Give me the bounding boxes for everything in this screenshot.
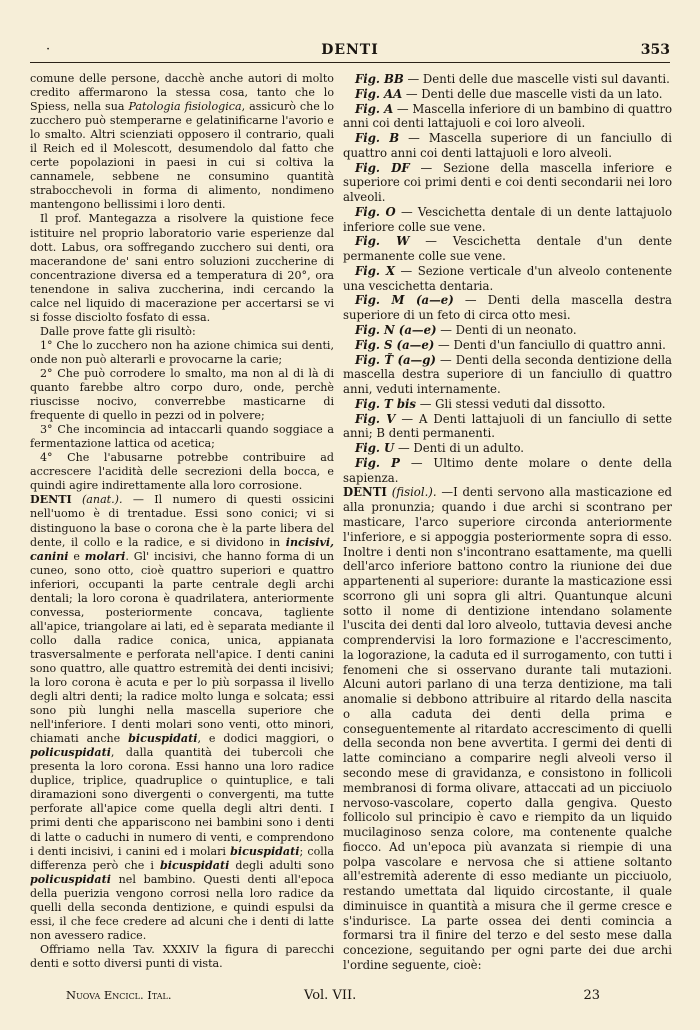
entry-fisiol: [343, 485, 672, 972]
figure-label: Fig. U: [355, 441, 395, 456]
text-run: . Gl' incisivi, che hanno forma di un cuneo, sono otto, cioè quattro superiori e quattro inferiori, occupanti la parte centrale degli archi dentali; la loro corona è quadrilatera, anteriormente convessa, posteriormente concava, tagliente all'apice, triangolare ai lati, ed è separata mediante il collo dalla radice conica, unica, appianata trasversalmente e perforata nell'apice. I denti canini sono quattro, alle quattro estremità dei denti incisivi; la loro corona è acuta e per lo più sorpassa il livello degli altri denti; la radice molto lunga e solcata; essi sono più lunghi nella mascella superiore che nell'inferiore. I denti molari sono venti, otto minori, chiamati anche: [30, 549, 334, 746]
text-run: , assicurò che lo zucchero può stemperarne e gelatinificarne l'avorio e lo smalto. Altri scienziati opposero il contrario, quali il Reich ed il Molescott, desumendolo dal fatto che certe popolazioni in paesi in cui si coltiva la cannamele, sebbene ne consumino quantità strabocchevoli in forma di alimento, nondimeno mantengono bellissimi i loro denti.: [30, 100, 334, 212]
figure-text: — Vescichetta dentale d'un dente permanente colle sue vene.: [343, 234, 672, 264]
figure-caption: [343, 161, 672, 205]
text-run: —I denti servono alla masticazione ed alla pronunzia; quando i due archi si scontrano per masticare, l'arco superiore circonda anteriormente l'inferiore, e si appoggia posteriormente sopra di esso. Inoltre i denti non s'incontrano esattamente, ma quelli dell'arco inferiore battono contro la riunione dei due appartenenti al superiore: durante la masticazione essi scorrono gli uni sopra gli altri. Quantunque alcuni sotto il nome di dentizione intendano solamente l'uscita dei denti dal loro alveolo, tuttavia devesi anche comprendervisi la loro formazione e l'accrescimento, la logorazione, la caduta ed il surrogamento, con tutti i fenomeni che si osservano durante tali mutazioni. Alcuni autori parlano di una terza dentizione, ma tali anomalie si debbono attribuire al ritardo della nascita o alla caduta dei denti della prima e conseguentemente al ritardato accrescimento di quelli della seconda non bene avvertita. I germi dei denti di latte cominciano a comparire negli alveoli verso il secondo mese di gravidanza, e consistono in follicoli membranosi di forma olivare, attaccati ad un picciuolo nervoso-vascolare, coperto dalla gengiva. Questo follicolo sul principio è cavo e riempito da un liquido mucilaginoso senza colore, ma contenente qualche fiocco. Ad un'epoca più avanzata si riempie di una polpa vascolare e nervosa che si attiene soltanto all'estremità aderente di esso mediante un picciuolo, restando umettata dal liquido circostante, il quale diminuisce in quantità a misura che il germe cresce e s'indurisce. La parte ossea dei denti comincia a formarsi tra il finire del terzo e del sesto mese dalla concezione, seguitando per ogni parte dei due archi l'ordine seguente, cioè:: [343, 485, 672, 972]
figure-label: Fig. B: [355, 131, 400, 146]
figure-text: — Ultimo dente molare o dente della sapienza.: [343, 455, 672, 485]
figure-label: Fig. T bis: [355, 396, 417, 411]
list-item: 1° Che lo zucchero non ha azione chimica sui denti, onde non può alterarli e provocarne la carie;: [30, 338, 334, 366]
paragraph: Dalle prove fatte gli risultò:: [40, 324, 196, 338]
figure-text: — Gli stessi veduti dal dissotto.: [416, 396, 606, 411]
figure-label: Fig. T̃ (a—g): [355, 352, 436, 367]
left-column: [30, 72, 334, 971]
figure-caption: [343, 102, 672, 132]
figure-caption: [343, 397, 672, 412]
figure-label: Fig. N (a—e): [355, 323, 437, 338]
right-column: [343, 72, 672, 973]
figure-caption: [343, 456, 672, 486]
figure-label: Fig. AA: [355, 86, 403, 101]
figure-caption: [343, 264, 672, 294]
figure-label: Fig. M (a—e): [355, 293, 454, 308]
figure-caption: [343, 353, 672, 397]
running-title: DENTI: [321, 42, 379, 58]
term: policuspidati: [30, 872, 111, 886]
header-mark: ·: [46, 42, 51, 57]
term: incisivi, canini: [30, 535, 334, 563]
paragraph: [30, 72, 334, 212]
figure-text: — Denti delle due mascelle visti sul davanti.: [403, 72, 670, 86]
entry-anat: [30, 493, 334, 943]
figure-text: — Denti d'un fanciullo di quattro anni.: [434, 337, 666, 352]
figure-text: — Mascella superiore di un fanciullo di quattro anni coi denti lattajuoli e loro alveoli.: [343, 131, 672, 160]
figure-label: Fig. S (a—e): [355, 337, 435, 352]
figure-caption: [343, 338, 672, 353]
paragraph: Offriamo nella Tav. XXXIV la figura di parecchi denti e sotto diversi punti di vista.: [30, 942, 334, 970]
figure-label: Fig. P: [355, 455, 400, 470]
entry-headword: DENTI: [343, 485, 387, 500]
figure-text: — Vescichetta dentale di un dente lattajuolo inferiore colle sue vene.: [343, 204, 673, 234]
figure-label: Fig. A: [355, 101, 394, 116]
italic-title: Patologia fisiologica: [128, 100, 242, 114]
term: molari: [84, 549, 126, 563]
figure-text: — Denti della seconda dentizione della mascella destra superiore di un fanciullo di quattro anni, veduti internamente.: [343, 352, 672, 397]
figure-caption: [343, 323, 672, 338]
paragraph: Il prof. Mantegazza a risolvere la quistione fece istituire nel proprio laboratorio varie esperienze dal dott. Labus, ora soffregando zucchero sui denti, ora macerandone de' sani entro soluzioni zuccherine di concentrazione diversa ed a temperatura di 20°, ora tenendone in saliva zuccherina, indi cercando la calce nel liquido di macerazione per accertarsi se vi si fosse disciolto fosfato di essa.: [30, 212, 334, 324]
figure-label: Fig. DF: [355, 160, 410, 175]
figure-text: — Denti della mascella destra superiore di un feto di circa otto mesi.: [343, 293, 672, 323]
text-run: , dalla quantità dei tubercoli che presenta la loro corona. Essi hanno una loro radice duplice, triplice, quadruplice o quintuplice, e tali diramazioni sono divergenti o convergenti, ma tutte perforate all'apice come quella degli altri denti. I primi denti che appariscono nei bambini sono i denti di latte o caduchi in numero di venti, e comprendono i denti incisivi, i canini ed i molari: [30, 746, 334, 858]
text-run: — Il numero di questi ossicini nell'uomo è di trentadue. Essi sono conici; vi si distinguono la base o corona che è la parte libera del dente, il collo e la radice, e si dividono in: [30, 493, 334, 549]
term: bicuspidati: [230, 844, 300, 858]
page-footer: [30, 988, 670, 1008]
figure-caption: [343, 87, 672, 102]
figure-caption: [343, 234, 672, 264]
figure-label: Fig. O: [355, 204, 396, 219]
figure-label: Fig. W: [355, 234, 410, 249]
text-run: comune delle persone, dacchè anche autori di molto credito affermarono la stessa cosa, tanto che lo Spiess, nella sua: [30, 72, 334, 114]
footer-volume: Vol. VII.: [304, 988, 357, 1003]
figure-text: — A Denti lattajuoli di un fanciullo di sette anni; B denti permanenti.: [343, 411, 673, 441]
entry-tag: (fisiol.).: [391, 485, 437, 500]
footer-signature: 23: [583, 988, 600, 1003]
figure-caption: [343, 205, 672, 235]
text-run: nel bambino. Questi denti all'epoca della puerizia vengono corrosi nella loro radice da quelli della seconda dentizione, e quindi espulsi da essi, il che fece credere ad alcuni che i denti di latte non avessero radice.: [30, 872, 334, 942]
figure-text: — Denti di un neonato.: [436, 323, 577, 338]
figure-text: — Denti di un adulto.: [394, 441, 524, 456]
page-header: [30, 40, 670, 63]
figure-caption: [343, 412, 672, 442]
list-item: 2° Che può corrodere lo smalto, ma non al di là di quanto farebbe altro corpo duro, onde, perchè riuscisse nocivo, converrebbe masticarne di frequente di quello in pezzi od in polvere;: [30, 366, 334, 423]
figure-text: — Sezione della mascella inferiore e superiore coi primi denti e coi denti secondarii nei loro alveoli.: [343, 160, 672, 205]
figure-caption: [343, 293, 672, 323]
figure-caption: [343, 131, 672, 161]
text-run: , e dodici maggiori, o: [197, 732, 334, 746]
figure-text: — Mascella inferiore di un bambino di quattro anni coi denti lattajuoli e coi loro alveoli.: [343, 101, 672, 131]
term: bicuspidati: [160, 858, 230, 872]
figure-caption: [343, 441, 672, 456]
text-run: ; colla differenza però che i: [30, 844, 334, 872]
footer-publication: Nuova Encicl. Ital.: [66, 988, 172, 1002]
list-item: 4° Che l'abusarne potrebbe contribuire ad accrescere l'acidità delle secrezioni della bocca, e quindi agire indirettamente alla loro corrosione.: [30, 451, 334, 493]
text-run: e: [68, 549, 85, 563]
figure-label: Fig. V: [355, 411, 396, 426]
term: policuspidati: [30, 746, 111, 760]
figure-caption: [343, 72, 672, 87]
figure-label: Fig. BB: [355, 72, 404, 86]
figure-captions: [343, 72, 672, 485]
term: bicuspidati: [128, 732, 198, 746]
list-item: 3° Che incomincia ad intaccarli quando soggiace a fermentazione lattica od acetica;: [30, 423, 334, 451]
figure-text: — Sezione verticale d'un alveolo contenente una vescichetta dentaria.: [343, 263, 672, 293]
entry-tag: (anat.).: [81, 493, 123, 507]
entry-headword: DENTI: [30, 493, 72, 507]
text-run: degli adulti sono: [229, 858, 334, 872]
figure-text: — Denti delle due mascelle visti da un lato.: [402, 86, 663, 101]
figure-label: Fig. X: [355, 263, 395, 278]
page-number: 353: [640, 42, 670, 58]
